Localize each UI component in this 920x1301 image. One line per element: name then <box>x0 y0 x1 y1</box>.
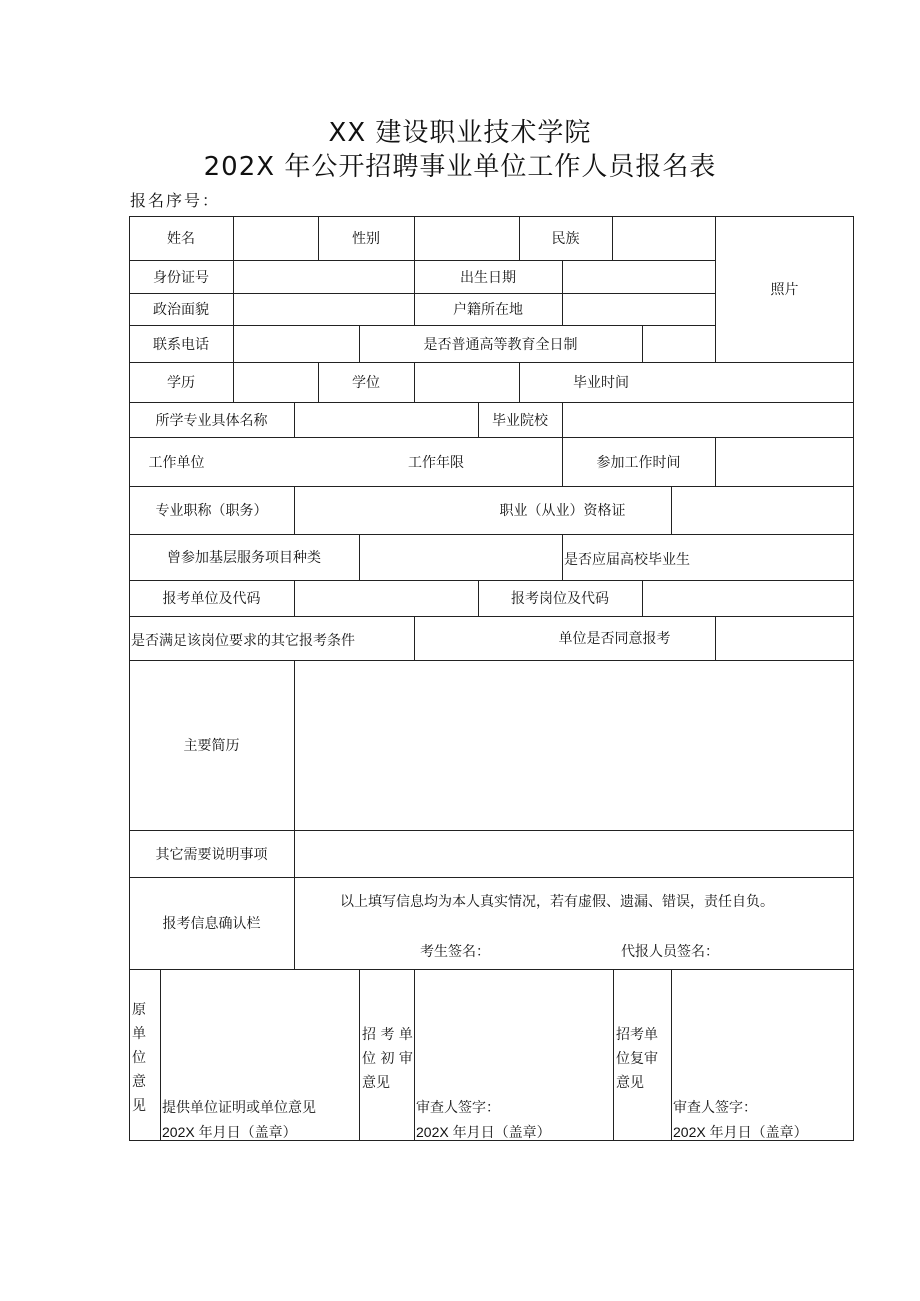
input-education[interactable] <box>233 362 318 402</box>
input-apply-unit[interactable] <box>294 580 478 616</box>
label-other-conditions: 是否满足该岗位要求的其它报考条件 <box>131 633 355 649</box>
input-employer[interactable] <box>224 437 384 486</box>
orig-unit-opinion-text[interactable]: 提供单位证明或单位意见 <box>162 1100 316 1116</box>
label-degree: 学位 <box>352 375 380 391</box>
input-major[interactable] <box>294 402 478 437</box>
final-review-label-2: 位复审 <box>616 1051 658 1067</box>
input-title[interactable] <box>294 486 454 534</box>
orig-unit-date-stamp: 202X 年月日（盖章） <box>162 1124 297 1140</box>
final-review-label-1: 招考单 <box>616 1027 658 1043</box>
col-divider <box>671 969 672 1141</box>
label-resume: 主要简历 <box>183 738 240 754</box>
label-unit-consent: 单位是否同意报考 <box>558 631 671 647</box>
form-title-line1: XX 建设职业技术学院 <box>328 118 592 148</box>
label-name: 姓名 <box>167 231 195 247</box>
label-employer: 工作单位 <box>148 454 205 471</box>
input-unit-consent[interactable] <box>715 616 854 660</box>
col-divider <box>160 969 161 1141</box>
final-review-label-3: 意见 <box>616 1075 644 1091</box>
final-review-date-stamp: 202X 年月日（盖章） <box>673 1124 808 1140</box>
final-reviewer-signature[interactable]: 审查人签字： <box>673 1100 757 1116</box>
input-ethnicity[interactable] <box>612 216 715 260</box>
input-degree[interactable] <box>414 362 519 402</box>
col-divider <box>613 969 614 1141</box>
input-political-status[interactable] <box>233 293 414 325</box>
label-household: 户籍所在地 <box>453 302 523 318</box>
label-apply-post: 报考岗位及代码 <box>511 591 609 607</box>
orig-unit-char: 单 <box>132 1026 146 1042</box>
input-name[interactable] <box>233 216 318 260</box>
input-school[interactable] <box>562 402 854 437</box>
input-household[interactable] <box>562 293 715 325</box>
orig-unit-char: 意 <box>132 1074 146 1090</box>
input-qualification[interactable] <box>671 486 854 534</box>
input-grassroots[interactable] <box>359 534 562 580</box>
label-fulltime: 是否普通高等教育全日制 <box>423 336 578 353</box>
input-phone[interactable] <box>233 325 359 362</box>
input-work-start[interactable] <box>715 437 854 486</box>
col-divider <box>562 534 563 580</box>
initial-review-label-3: 意见 <box>362 1075 390 1091</box>
label-title: 专业职称（职务） <box>155 503 268 519</box>
orig-unit-char: 原 <box>132 1002 146 1018</box>
row-divider <box>129 969 854 970</box>
label-work-start: 参加工作时间 <box>596 454 681 471</box>
label-political-status: 政治面貌 <box>153 302 209 318</box>
input-birth-date[interactable] <box>562 260 715 293</box>
input-fresh-grad[interactable] <box>710 534 854 580</box>
orig-unit-opinion-label <box>129 998 149 1118</box>
label-phone: 联系电话 <box>153 336 209 353</box>
input-other-conditions[interactable] <box>414 616 514 660</box>
photo-box[interactable]: 照片 <box>770 282 799 298</box>
agent-signature[interactable]: 代报人员签名： <box>621 944 719 960</box>
orig-unit-char: 见 <box>132 1098 146 1114</box>
input-grad-time[interactable] <box>683 362 854 402</box>
initial-review-date-stamp: 202X 年月日（盖章） <box>416 1124 551 1140</box>
initial-review-label-2: 位 初 审 <box>362 1051 413 1067</box>
label-apply-unit: 报考单位及代码 <box>162 591 261 607</box>
candidate-signature[interactable]: 考生签名： <box>420 944 490 960</box>
input-work-years[interactable] <box>488 437 562 486</box>
label-ethnicity: 民族 <box>551 231 580 247</box>
label-major: 所学专业具体名称 <box>155 412 268 429</box>
label-grad-time: 毕业时间 <box>573 375 629 391</box>
label-id-number: 身份证号 <box>153 269 209 286</box>
label-confirm: 报考信息确认栏 <box>162 916 261 932</box>
label-qualification: 职业（从业）资格证 <box>499 503 626 519</box>
confirm-statement: 以上填写信息均为本人真实情况，若有虚假、遗漏、错误，责任自负。 <box>340 894 774 910</box>
orig-unit-char: 位 <box>132 1050 146 1066</box>
col-divider <box>359 969 360 1141</box>
label-school: 毕业院校 <box>492 412 548 429</box>
input-resume[interactable] <box>294 660 854 830</box>
form-title-line2: 202X 年公开招聘事业单位工作人员报名表 <box>203 152 717 182</box>
label-education: 学历 <box>167 375 195 391</box>
label-other-notes: 其它需要说明事项 <box>155 846 268 863</box>
initial-reviewer-signature[interactable]: 审查人签字： <box>416 1100 500 1116</box>
label-fresh-grad: 是否应届高校毕业生 <box>564 552 690 568</box>
input-fulltime[interactable] <box>642 325 715 362</box>
input-gender[interactable] <box>414 216 519 260</box>
input-other-notes[interactable] <box>294 830 854 877</box>
label-work-years: 工作年限 <box>408 454 464 471</box>
label-grassroots: 曾参加基层服务项目种类 <box>167 550 321 566</box>
label-gender: 性别 <box>352 231 380 247</box>
input-id-number[interactable] <box>233 260 414 293</box>
col-divider <box>414 969 415 1141</box>
label-birth-date: 出生日期 <box>460 269 516 286</box>
initial-review-label-1: 招 考 单 <box>362 1027 413 1043</box>
serial-number-label: 报名序号： <box>130 191 221 210</box>
input-apply-post[interactable] <box>642 580 854 616</box>
